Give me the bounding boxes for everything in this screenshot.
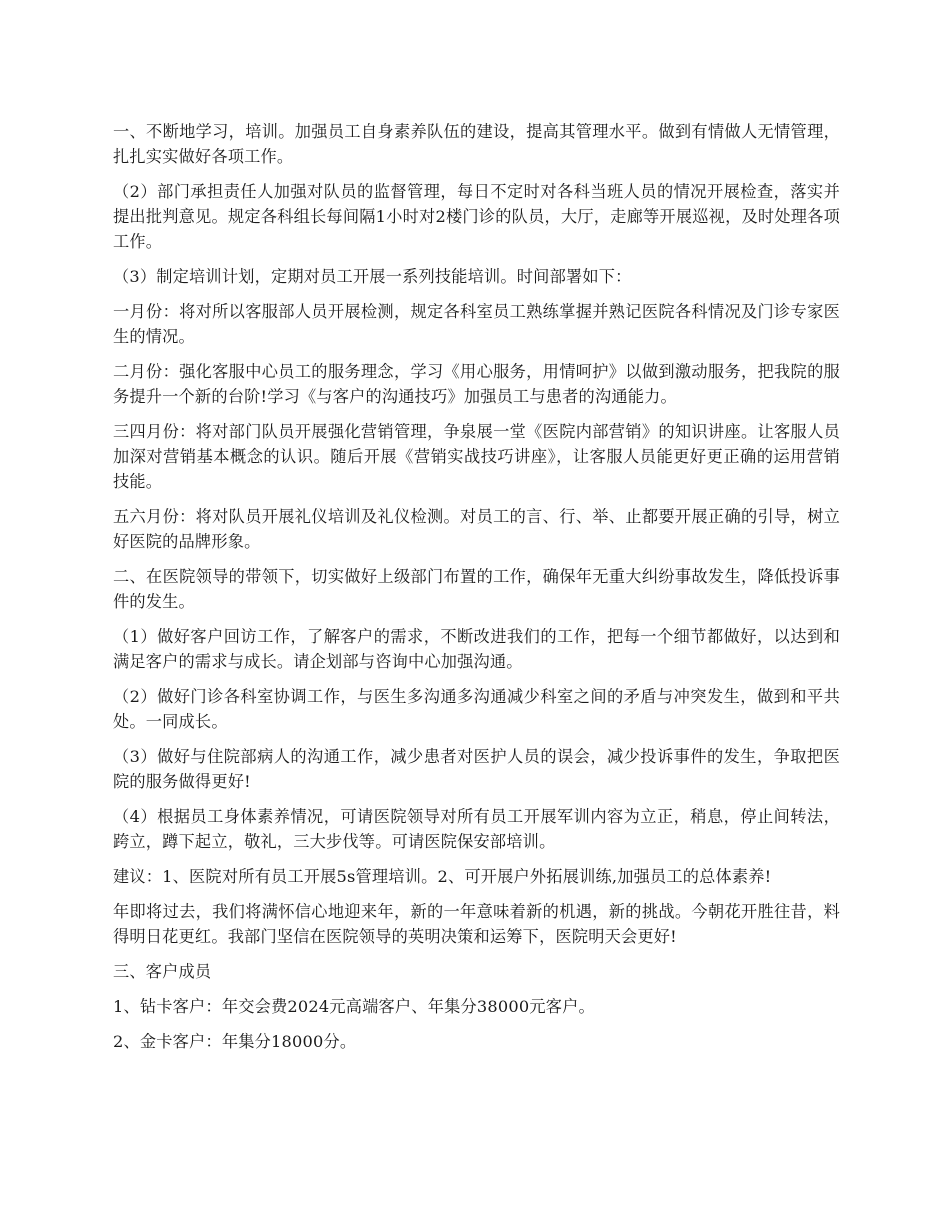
document-body [113, 119, 840, 1064]
paragraph: 二、在医院领导的带领下，切实做好上级部门布置的工作，确保年无重大纠纷事故发生，降低投诉事件的发生。 [113, 567, 840, 611]
paragraph: 二月份：强化客服中心员工的服务理念，学习《用心服务，用情呵护》以做到激动服务，把我院的服务提升一个新的台阶!学习《与客户的沟通技巧》加强员工与患者的沟通能力。 [113, 362, 840, 406]
paragraph: 年即将过去，我们将满怀信心地迎来年，新的一年意味着新的机遇，新的挑战。今朝花开胜往昔，料得明日花更红。我部门坚信在医院领导的英明决策和运筹下，医院明天会更好! [113, 902, 840, 946]
paragraph: （4）根据员工身体素养情况，可请医院领导对所有员工开展军训内容为立正，稍息，停止间转法，跨立，蹲下起立，敬礼，三大步伐等。可请医院保安部培训。 [113, 807, 840, 851]
paragraph: 五六月份：将对队员开展礼仪培训及礼仪检测。对员工的言、行、举、止都要开展正确的引导，树立好医院的品牌形象。 [113, 507, 840, 551]
paragraph: 一、不断地学习，培训。加强员工自身素养队伍的建设，提高其管理水平。做到有情做人无情管理，扎扎实实做好各项工作。 [113, 122, 840, 166]
paragraph: 三四月份：将对部门队员开展强化营销管理，争泉展一堂《医院内部营销》的知识讲座。让客服人员加深对营销基本概念的认识。随后开展《营销实战技巧讲座》，让客服人员能更好更正确的运用营销技能。 [113, 422, 840, 491]
paragraph: 2、金卡客户：年集分18000分。 [113, 1032, 357, 1051]
paragraph: （3）做好与住院部病人的沟通工作，减少患者对医护人员的误会，减少投诉事件的发生，争取把医院的服务做得更好! [113, 747, 840, 791]
paragraph: （3）制定培训计划，定期对员工开展一系列技能培训。时间部署如下： [113, 267, 632, 286]
paragraph: （2）做好门诊各科室协调工作，与医生多沟通多沟通减少科室之间的矛盾与冲突发生，做到和平共处。一同成长。 [113, 687, 840, 731]
section-heading: 三、客户成员 [113, 962, 212, 981]
paragraph: 一月份：将对所以客服部人员开展检测，规定各科室员工熟练掌握并熟记医院各科情况及门诊专家医生的情况。 [113, 302, 840, 346]
paragraph: 建议：1、医院对所有员工开展5s管理培训。2、可开展户外拓展训练,加强员工的总体素养! [113, 867, 772, 886]
paragraph: （1）做好客户回访工作，了解客户的需求，不断改进我们的工作，把每一个细节都做好，以达到和满足客户的需求与成长。请企划部与咨询中心加强沟通。 [113, 627, 840, 671]
paragraph: （2）部门承担责任人加强对队员的监督管理，每日不定时对各科当班人员的情况开展检查，落实并提出批判意见。规定各科组长每间隔1小时对2楼门诊的队员，大厅，走廊等开展巡视，及时处理各项工作。 [113, 182, 840, 251]
paragraph: 1、钻卡客户：年交会费2024元高端客户、年集分38000元客户。 [113, 997, 595, 1016]
